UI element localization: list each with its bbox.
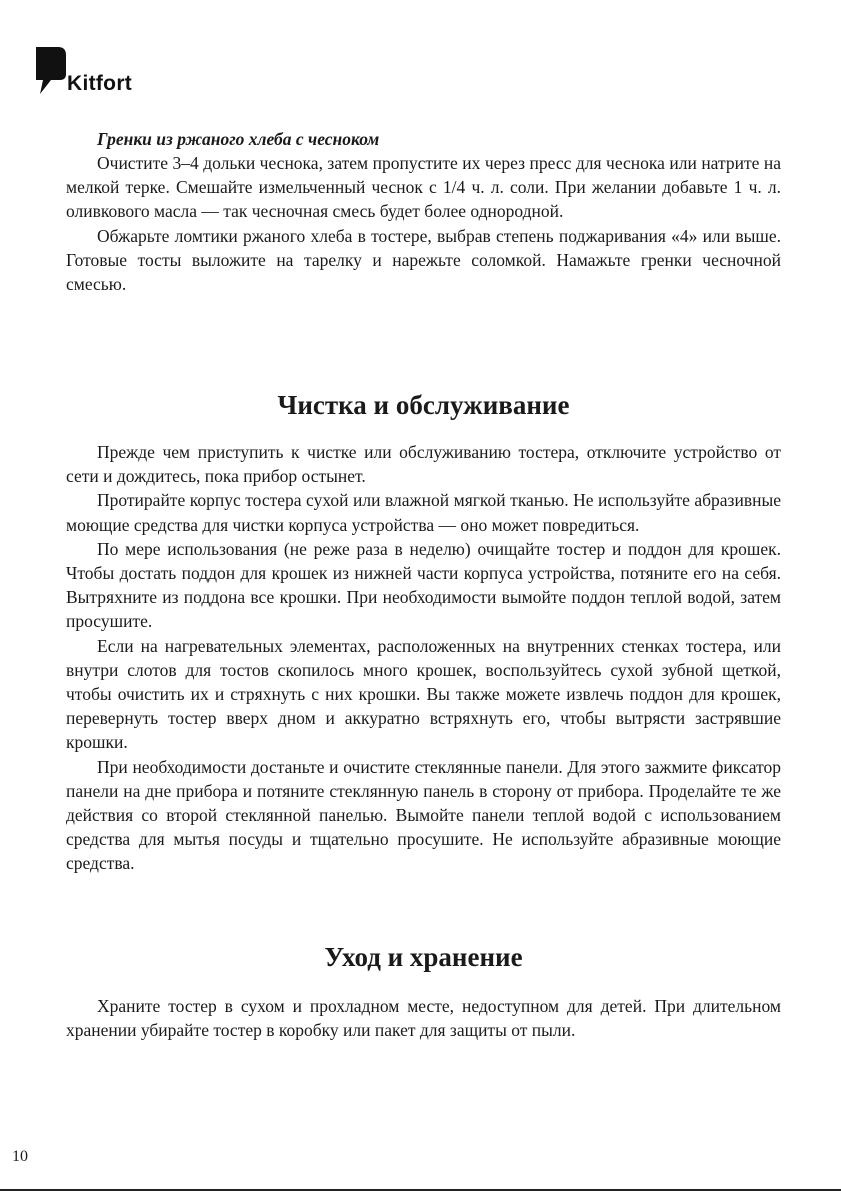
brand-name: Kitfort: [67, 72, 133, 95]
recipe-section: [66, 128, 781, 296]
cleaning-paragraph: Если на нагревательных элементах, расположенных на внутренних стенках тостера, или внутри слотов для тостов скопилось много крошек, воспользуйтесь сухой зубной щеткой, чтобы очистить их и стряхнуть с них крошки. Вы также можете извлечь поддон для крошек, перевернуть тостер вверх дном и аккуратно встряхнуть его, чтобы вытрясти застрявшие крошки.: [66, 635, 781, 753]
recipe-paragraph: Очистите 3–4 дольки чеснока, затем пропустите их через пресс для чеснока или натрите на мелкой терке. Смешайте измельченный чеснок с 1/4 ч. л. соли. При желании добавьте 1 ч. л. оливкового масла — так чесночная смесь будет более однородной.: [66, 153, 781, 222]
cleaning-section: [66, 440, 781, 876]
cleaning-paragraph: Прежде чем приступить к чистке или обслуживанию тостера, отключите устройство от сети и дождитесь, пока прибор остынет.: [66, 442, 781, 487]
bottom-rule: [0, 1189, 841, 1191]
storage-paragraph: Храните тостер в сухом и прохладном месте, недоступном для детей. При длительном хранении убирайте тостер в коробку или пакет для защиты от пыли.: [66, 996, 781, 1041]
storage-section: [66, 994, 781, 1042]
cleaning-paragraph: Протирайте корпус тостера сухой или влажной мягкой тканью. Не используйте абразивные моющие средства для чистки корпуса устройства — оно может повредиться.: [66, 490, 781, 535]
page-number: 10: [12, 1148, 28, 1165]
section-heading-storage: Уход и хранение: [324, 942, 523, 972]
section-heading-cleaning: Чистка и обслуживание: [277, 390, 570, 420]
recipe-title: Гренки из ржаного хлеба с чесноком: [97, 129, 380, 149]
cleaning-paragraph: При необходимости достаньте и очистите стеклянные панели. Для этого зажмите фиксатор панели на дне прибора и потяните стеклянную панель в сторону от прибора. Проделайте те же действия со второй стеклянной панелью. Вымойте панели теплой водой с использованием средства для мытья посуды и тщательно просушите. Не используйте абразивные моющие средства.: [66, 756, 781, 874]
kitfort-logo-icon: [34, 44, 68, 96]
recipe-paragraph: Обжарьте ломтики ржаного хлеба в тостере, выбрав степень поджаривания «4» или выше. Готовые тосты выложите на тарелку и нарежьте соломкой. Намажьте гренки чесночной смесью.: [66, 225, 781, 295]
cleaning-paragraph: По мере использования (не реже раза в неделю) очищайте тостер и поддон для крошек. Чтобы достать поддон для крошек из нижней части корпуса устройства, потяните его на себя. Вытряхните из поддона все крошки. При необходимости вымойте поддон теплой водой, затем просушите.: [66, 538, 781, 632]
